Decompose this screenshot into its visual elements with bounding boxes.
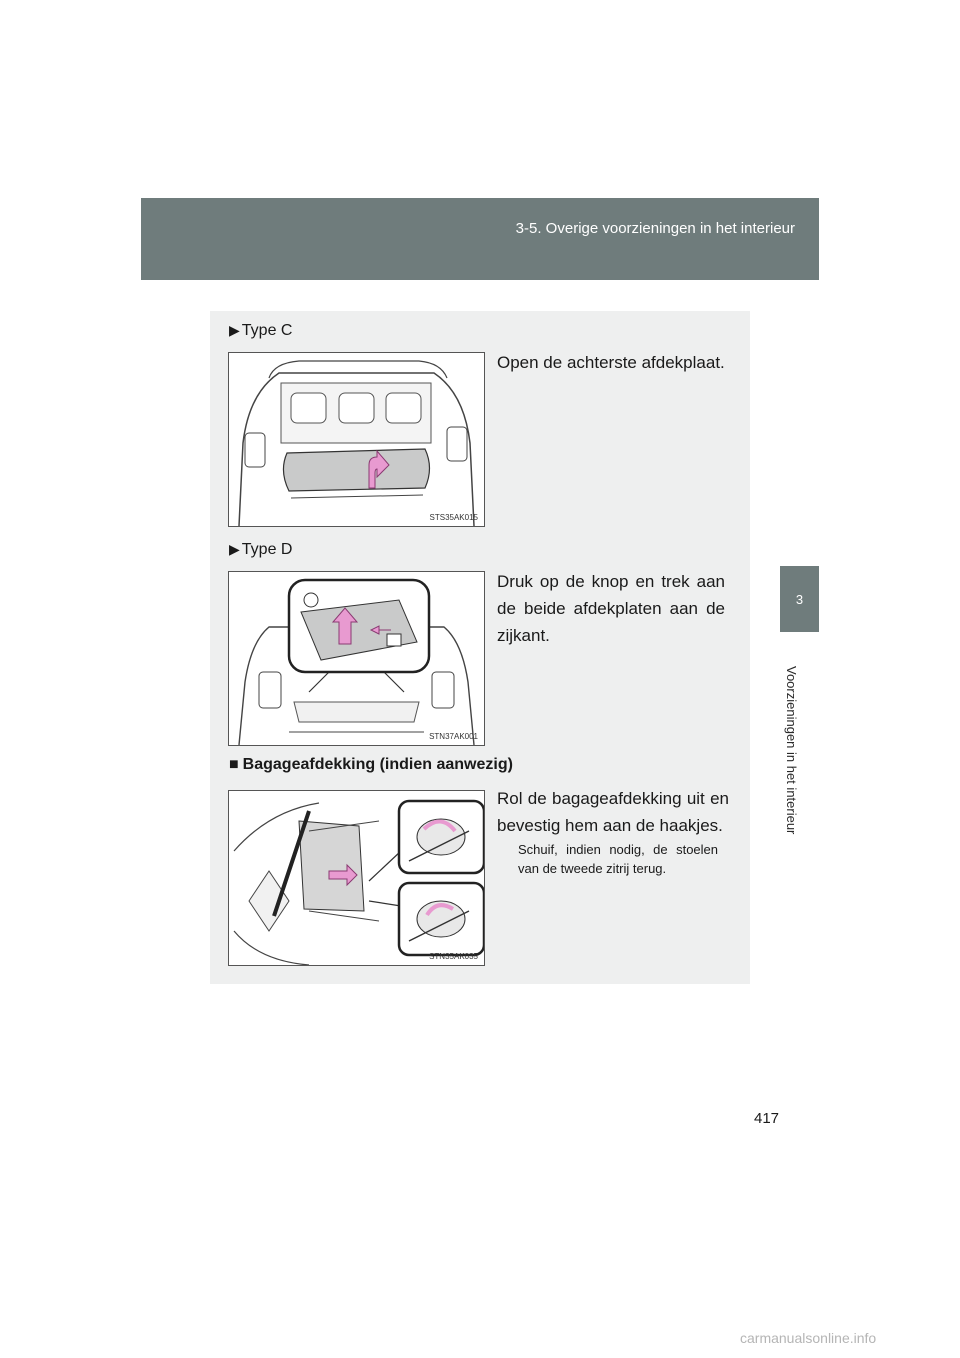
type-d-label: ▶ Type D	[229, 541, 293, 558]
section-heading: ■ Bagageafdekking (indien aanwezig)	[229, 756, 513, 773]
chapter-title: Voorzieningen in het interieur	[784, 666, 799, 835]
type-d-illustration	[228, 571, 485, 746]
page-number: 417	[754, 1110, 780, 1127]
luggage-cover-drawing	[229, 791, 484, 965]
square-bullet-icon: ■	[229, 756, 239, 773]
car-trunk-drawing	[229, 353, 484, 526]
image-code: STN37AK001	[429, 732, 478, 741]
type-c-label: ▶ Type C	[229, 322, 293, 339]
type-c-instruction: Open de achterste afdekplaat.	[497, 353, 725, 372]
image-code: STN35AK035	[429, 952, 478, 961]
cover-note: Schuif, indien nodig, de stoelen van de tweede zitrij terug.	[518, 842, 718, 876]
cover-instruction: Rol de bagageafdekking uit en bevestig hem aan de haakjes.	[497, 789, 729, 835]
type-d-instruction: Druk op de knop en trek aan de beide afdekplaten aan de zijkant.	[497, 572, 725, 645]
header-bar	[141, 198, 819, 280]
cover-illustration	[228, 790, 485, 966]
triangle-icon: ▶	[229, 322, 240, 338]
image-code: STS35AK015	[429, 513, 478, 522]
type-c-illustration	[228, 352, 485, 527]
section-title: 3-5. Overige voorzieningen in het interieur	[515, 220, 795, 237]
chapter-tab: 3	[780, 566, 819, 632]
button-cover-drawing	[229, 572, 484, 745]
triangle-icon: ▶	[229, 541, 240, 557]
footer-watermark: carmanualsonline.info	[740, 1330, 877, 1346]
